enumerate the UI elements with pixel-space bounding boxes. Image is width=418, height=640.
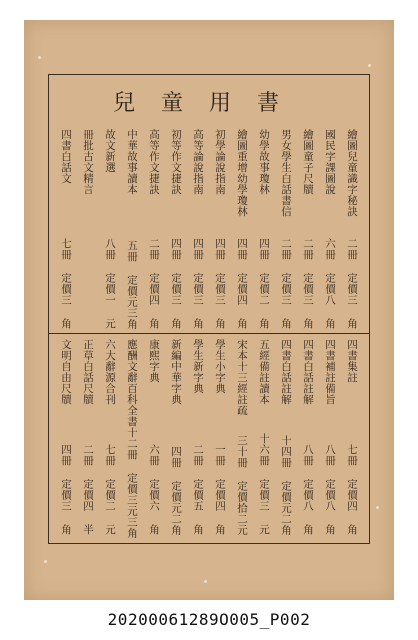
book-entry (319, 339, 341, 535)
section-divider (49, 333, 369, 334)
book-price: 八冊 定價一 元 (104, 238, 116, 329)
book-price: 二冊 定價四 角 (148, 238, 160, 329)
book-entry (143, 339, 165, 535)
book-entry (55, 339, 77, 535)
book-entry (341, 129, 363, 329)
book-entry (121, 129, 143, 329)
top-book-list (55, 129, 363, 329)
book-entry (77, 129, 99, 329)
book-entry (231, 129, 253, 329)
book-price: 一冊 定價四 角 (214, 444, 226, 535)
book-price: 四冊 定價三 角 (192, 238, 204, 329)
book-title: 初學論說指南 (214, 129, 226, 195)
book-entry (209, 339, 231, 535)
book-title: 四書補註備旨 (324, 339, 336, 405)
book-price: 六冊 定價八 角 (324, 238, 336, 329)
book-price: 二冊 定價三 角 (280, 238, 292, 329)
book-title: 四書白話註解 (280, 339, 292, 405)
book-title: 繪圖重增幼學瓊林 (236, 129, 248, 217)
book-entry (341, 339, 363, 535)
paper-speck (376, 506, 379, 509)
book-entry (253, 129, 275, 329)
book-title: 幼學故事瓊林 (258, 129, 270, 195)
book-entry (319, 129, 341, 329)
book-entry (165, 339, 187, 535)
book-title: 正草白話尺牘 (82, 339, 94, 405)
book-price: 四冊 定價元二角 (170, 445, 182, 535)
book-price: 四冊 定價三 角 (60, 444, 72, 535)
page-title: 兒童用書 (113, 90, 306, 116)
paper-speck (38, 56, 41, 59)
book-entry (121, 339, 143, 539)
book-title: 高等作文捷訣 (148, 129, 160, 195)
book-title: 學生新字典 (192, 339, 204, 394)
book-title: 繪圖童子尺牘 (302, 129, 314, 195)
book-title: 四書白話文 (60, 129, 72, 184)
book-price: 八冊 定價八 角 (302, 444, 314, 535)
book-title: 文明自由尺牘 (60, 339, 72, 405)
book-entry (253, 339, 275, 535)
paper-speck (368, 64, 371, 67)
book-entry (55, 129, 77, 329)
book-title: 應酬文辭百科全書 (126, 339, 138, 427)
book-entry (143, 129, 165, 329)
book-entry (165, 129, 187, 329)
book-price: 二冊 定價四 半 (82, 444, 94, 535)
book-title: 五經備註讀本 (258, 339, 270, 405)
book-price: 十二冊 定價三元三角 (126, 427, 138, 539)
book-title: 故文新選 (104, 129, 116, 173)
book-title: 中華故事讀本 (126, 129, 138, 195)
book-price: 十四冊 定價元二角 (280, 434, 292, 535)
book-entry (275, 129, 297, 329)
book-title: 高等論說指南 (192, 129, 204, 195)
book-price: 八冊 定價八 角 (324, 444, 336, 535)
book-price: 三十冊 定價拾二元 (236, 434, 248, 535)
book-title: 六大辭源合刊 (104, 339, 116, 405)
book-title: 學生小字典 (214, 339, 226, 394)
book-entry (99, 339, 121, 535)
book-entry (209, 129, 231, 329)
book-entry (297, 129, 319, 329)
book-price: 二冊 定價五 角 (192, 444, 204, 535)
book-title: 宋本十三經註疏 (236, 339, 248, 416)
paper-speck (204, 580, 207, 583)
book-entry (187, 129, 209, 329)
book-price: 六冊 定價六 角 (148, 444, 160, 535)
book-price: 七冊 定價二 元 (104, 444, 116, 535)
book-price: 四冊 定價四 角 (236, 238, 248, 329)
book-title: 康熙字典 (148, 339, 160, 383)
book-price: 十六冊 定價三 元 (258, 433, 270, 535)
book-price: 七冊 定價四 角 (346, 444, 358, 535)
book-entry (275, 339, 297, 535)
book-price: 四冊 定價二 角 (258, 238, 270, 329)
book-entry (231, 339, 253, 535)
book-entry (187, 339, 209, 535)
archive-id-caption: 20200061289O005_P002 (107, 610, 311, 629)
book-title: 四書白話註解 (302, 339, 314, 405)
book-title: 初等作文捷訣 (170, 129, 182, 195)
book-entry (77, 339, 99, 535)
book-price: 四冊 定價三 角 (214, 238, 226, 329)
book-title: 四書集註 (346, 339, 358, 383)
book-title: 新編中華字典 (170, 339, 182, 405)
book-price: 二冊 定價三 角 (346, 238, 358, 329)
book-title: 國民字課圖說 (324, 129, 336, 195)
book-list-frame (48, 74, 370, 544)
book-price: 五冊 定價元三角 (126, 239, 138, 329)
book-title: 男女學生白話書信 (280, 129, 292, 217)
book-title: 冊批古文精言 (82, 129, 94, 195)
bottom-book-list (55, 339, 363, 539)
book-price: 四冊 定價三 角 (170, 238, 182, 329)
book-price: 七冊 定價三 角 (60, 238, 72, 329)
paper-speck (44, 560, 47, 563)
book-entry (297, 339, 319, 535)
book-title: 繪圖兒童識字秘訣 (346, 129, 358, 217)
book-entry (99, 129, 121, 329)
book-price: 二冊 定價三 角 (302, 238, 314, 329)
